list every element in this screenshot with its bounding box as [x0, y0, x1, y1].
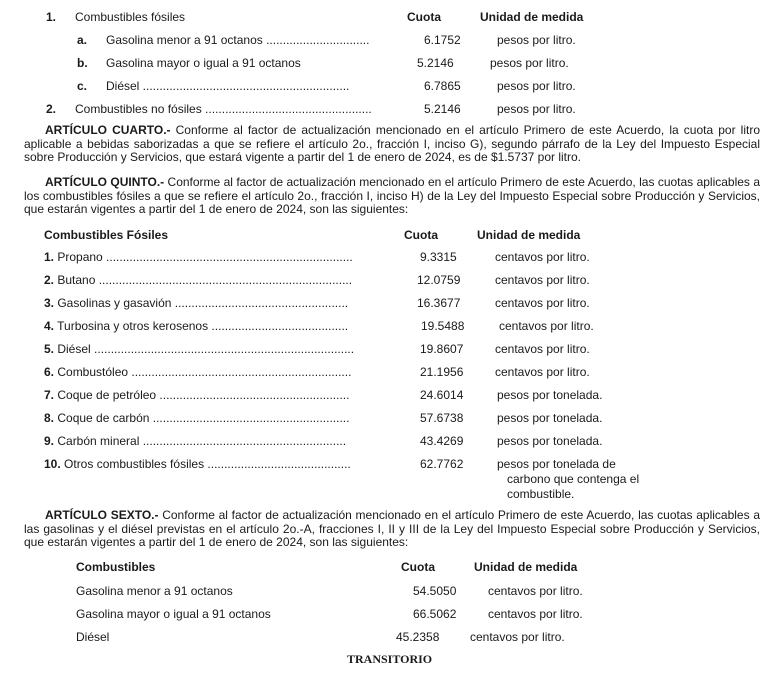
articulo-cuarto — [24, 124, 760, 165]
row-label: Gasolina menor a 91 octanos ............................... — [106, 33, 370, 47]
table-header-unidad: Unidad de medida — [474, 560, 578, 574]
row-number: 9. — [44, 434, 55, 448]
unidad-header: Unidad de medida — [480, 10, 584, 24]
row-number: 8. — [44, 411, 55, 425]
row-label: Coque de petróleo ......................................................... — [54, 388, 350, 402]
row-label: Otros combustibles fósiles ........................................... — [60, 457, 351, 471]
row-unit: combustible. — [507, 487, 575, 501]
row-letter: c. — [77, 79, 88, 93]
row-unit: centavos por litro. — [499, 319, 594, 333]
row-label: Diésel .............................................................. — [106, 79, 350, 93]
row-value: 6.7865 — [424, 79, 461, 93]
row-number: 3. — [44, 296, 55, 310]
table-header-unidad: Unidad de medida — [477, 228, 581, 242]
row-number: 5. — [44, 342, 55, 356]
row-unit: pesos por litro. — [490, 56, 569, 70]
row-number: 6. — [44, 365, 55, 379]
section2-number: 2. — [46, 102, 57, 116]
cuota-header: Cuota — [407, 10, 441, 24]
row-label: Propano .......................................................................... — [54, 250, 353, 264]
row-value: 16.3677 — [417, 296, 461, 310]
row-number: 10. — [44, 457, 61, 471]
row-unit: centavos por litro. — [495, 365, 590, 379]
row-label: Combustibles no fósiles .................................................. — [75, 102, 372, 116]
row-unit: centavos por litro. — [495, 250, 590, 264]
articulo-sexto — [24, 509, 760, 550]
row-unit: centavos por litro. — [495, 342, 590, 356]
table-header-name: Combustibles — [76, 560, 156, 574]
row-unit: centavos por litro. — [470, 630, 565, 644]
articulo-text: Conforme al factor de actualización mencionado en el artículo Primero de este Acuerdo, la cuota por litro aplicable a bebidas saborizadas a que se refiere el artículo 2o., fracción I, inciso G), segundo párrafo de la Ley del Impuesto Especial sobre Producción y Servicios, que estará vigente a partir del 1 de enero de 2024, es de $1.5737 por litro. — [24, 123, 760, 164]
row-number: 4. — [44, 319, 55, 333]
row-number: 7. — [44, 388, 55, 402]
table-row — [44, 434, 346, 448]
section1-title: Combustibles fósiles — [75, 10, 186, 24]
row-label: Combustóleo .................................................................. — [54, 365, 352, 379]
row-unit: pesos por litro. — [497, 102, 576, 116]
row-unit: centavos por litro. — [488, 584, 583, 598]
articulo-text: Conforme al factor de actualización mencionado en el artículo Primero de este Acuerdo, las cuotas aplicables a las gasolinas y el diésel previstas en el artículo 2o.-A, fracciones I, II y III de la Ley del Impuesto Especial sobre Producción y Servicios, que estarán vigentes a partir del 1 de enero de 2024, son las siguientes: — [24, 508, 760, 549]
table-row — [44, 342, 354, 356]
transitorio-heading: TRANSITORIO — [347, 652, 433, 666]
row-label: Diésel .............................................................................. — [54, 342, 355, 356]
row-letter: a. — [77, 33, 88, 47]
table-row — [44, 365, 351, 379]
row-label: Gasolina menor a 91 octanos — [76, 584, 233, 598]
row-number: 1. — [44, 250, 55, 264]
row-value: 6.1752 — [424, 33, 461, 47]
row-letter: b. — [77, 56, 88, 70]
section1-number: 1. — [46, 10, 57, 24]
table-row — [44, 319, 348, 333]
row-value: 12.0759 — [417, 273, 461, 287]
table-header-name: Combustibles Fósiles — [44, 228, 169, 242]
table-row — [44, 296, 348, 310]
row-value: 62.7762 — [420, 457, 464, 471]
table-header-cuota: Cuota — [404, 228, 438, 242]
articulo-heading: ARTÍCULO CUARTO.- — [45, 123, 171, 137]
row-value: 57.6738 — [420, 411, 464, 425]
table-row — [44, 273, 352, 287]
articulo-text: Conforme al factor de actualización mencionado en el artículo Primero de este Acuerdo, las cuotas aplicables a los combustibles fósiles a que se refiere el artículo 2o., fracción I, inciso H) de la Ley del Impuesto Especial sobre Producción y Servicios, que estarán vigentes a partir del 1 de enero de 2024, son las siguientes: — [24, 175, 760, 216]
row-value: 9.3315 — [420, 250, 457, 264]
row-label: Carbón mineral ............................................................. — [54, 434, 347, 448]
row-value: 5.2146 — [417, 56, 454, 70]
row-unit: pesos por tonelada. — [497, 411, 603, 425]
table-header-cuota: Cuota — [401, 560, 435, 574]
table-row — [44, 457, 351, 471]
row-label: Coque de carbón ........................................................... — [54, 411, 350, 425]
row-label: Turbosina y otros kerosenos ......................................... — [54, 319, 349, 333]
articulo-heading: ARTÍCULO SEXTO.- — [45, 508, 159, 522]
row-value: 21.1956 — [420, 365, 464, 379]
row-label: Gasolina mayor o igual a 91 octanos — [76, 607, 271, 621]
row-label: Gasolinas y gasavión .................................................... — [54, 296, 349, 310]
row-value: 24.6014 — [420, 388, 464, 402]
row-unit: carbono que contenga el — [507, 472, 640, 486]
row-unit: pesos por litro. — [497, 33, 576, 47]
row-unit: pesos por litro. — [497, 79, 576, 93]
row-value: 45.2358 — [396, 630, 440, 644]
row-value: 54.5050 — [413, 584, 457, 598]
row-label: Butano ............................................................................ — [54, 273, 353, 287]
row-value: 66.5062 — [413, 607, 457, 621]
articulo-quinto — [24, 176, 760, 217]
row-unit: centavos por litro. — [488, 607, 583, 621]
row-unit: pesos por tonelada. — [497, 388, 603, 402]
row-value: 43.4269 — [420, 434, 464, 448]
row-label: Diésel — [76, 630, 110, 644]
table-row — [44, 411, 349, 425]
table-row — [44, 388, 349, 402]
row-value: 19.8607 — [420, 342, 464, 356]
row-value: 19.5488 — [421, 319, 465, 333]
row-unit: pesos por tonelada de — [497, 457, 616, 471]
row-value: 5.2146 — [424, 102, 461, 116]
table-row — [44, 250, 353, 264]
row-number: 2. — [44, 273, 55, 287]
row-unit: centavos por litro. — [495, 296, 590, 310]
row-label: Gasolina mayor o igual a 91 octanos — [106, 56, 301, 70]
row-unit: centavos por litro. — [495, 273, 590, 287]
row-unit: pesos por tonelada. — [497, 434, 603, 448]
articulo-heading: ARTÍCULO QUINTO.- — [45, 175, 165, 189]
